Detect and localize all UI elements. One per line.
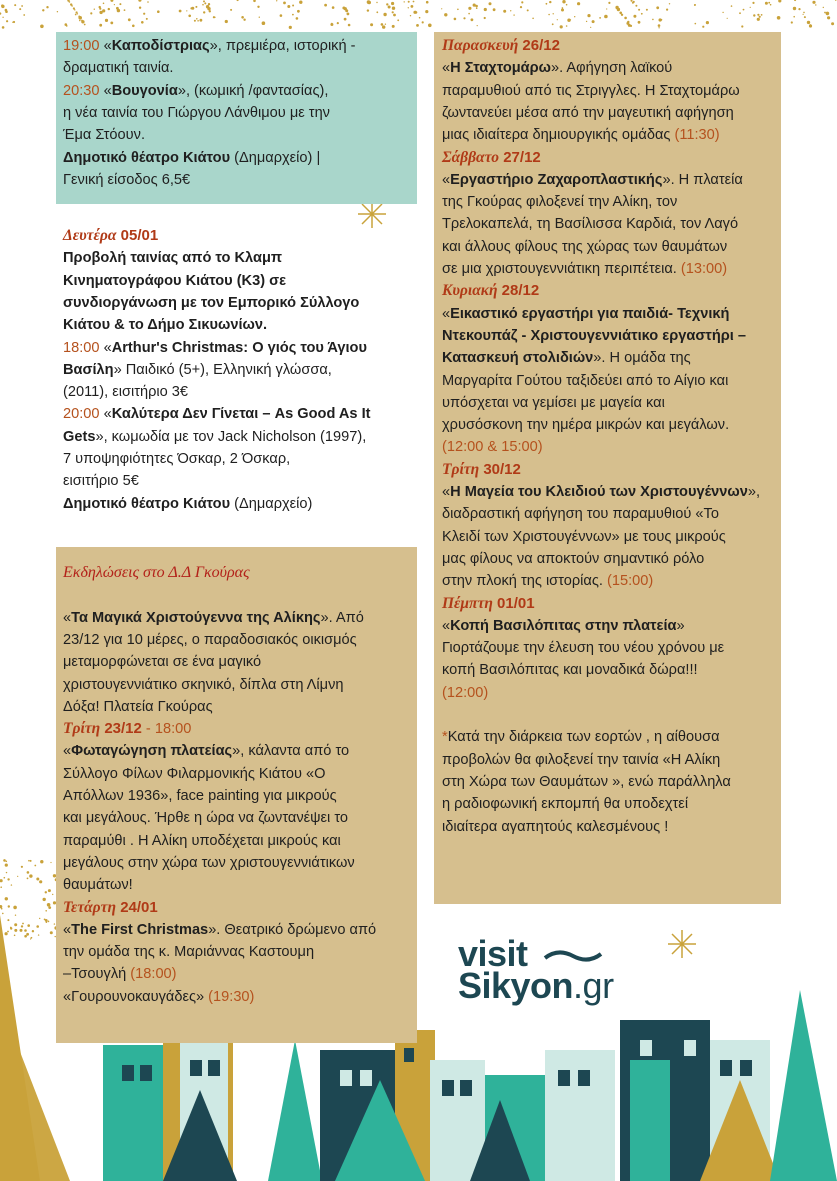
text-segment: 20:00 (63, 406, 100, 423)
text-segment: 18:00 (63, 339, 100, 356)
text-segment: δραματική ταινία. (63, 60, 174, 77)
text-line (442, 750, 720, 770)
text-line (63, 293, 359, 313)
text-segment: « (442, 617, 451, 634)
text-segment: (Δημαρχείο) (230, 495, 313, 512)
text-line (63, 697, 213, 717)
text-line (442, 683, 488, 703)
text-segment: Arthur's Christmas: Ο γιός του Άγιου (111, 339, 367, 356)
text-segment: διαδραστική αφήγηση του παραμυθιού «Το (442, 506, 719, 523)
text-segment: (12:00) (442, 684, 489, 701)
text-segment: χρυσόσκονη την ημέρα μικρών και μεγάλων. (442, 417, 730, 434)
text-segment: Κοπή Βασιλόπιτας στην πλατεία (450, 617, 677, 634)
text-segment: προβολών θα φιλοξενεί την ταινία «Η Αλίκη (442, 751, 721, 768)
text-segment: Μαργαρίτα Γούτου ταξιδεύει από το Αίγιο και (442, 372, 729, 389)
text-segment: ». Η ομάδα της (593, 350, 691, 367)
text-segment: μιας ιδιαίτερα δημιουργικής ομάδας (442, 127, 675, 144)
text-line (442, 504, 719, 524)
text-segment: « (63, 609, 72, 626)
text-line (63, 226, 158, 246)
text-segment: Τρελοκαπελά, τη Βασίλισσα Καρδιά, τον Λαγό (442, 216, 739, 233)
text-line (442, 772, 731, 792)
text-line (63, 719, 191, 739)
text-line (442, 727, 720, 747)
text-line (442, 125, 720, 145)
text-line (442, 103, 734, 123)
text-segment: Εκδηλώσεις στο Δ.Δ Γκούρας (63, 564, 250, 581)
text-segment: 05/01 (116, 227, 159, 244)
text-segment: The First Christmas (71, 921, 209, 938)
text-segment: Η Σταχτομάρω (450, 60, 551, 77)
text-line (63, 898, 158, 918)
text-segment: (18:00) (130, 966, 177, 983)
text-line (63, 81, 328, 101)
text-line (63, 427, 366, 447)
logo-line-1: visit (458, 933, 603, 975)
text-segment: Γενική είσοδος 6,5€ (63, 171, 191, 188)
text-line (63, 170, 190, 190)
text-segment: 20:30 (63, 82, 100, 99)
text-segment: Δημοτικό θέατρο Κιάτου (63, 149, 231, 166)
text-segment: (13:00) (680, 261, 728, 277)
text-line (442, 237, 727, 257)
text-segment: παραμυθιού από τις Στριγγλες. Η Σταχτομάρω (442, 82, 740, 99)
text-segment: Πέμπτη (442, 594, 493, 612)
text-line (442, 393, 665, 413)
text-line (63, 148, 320, 168)
text-line (63, 675, 344, 695)
text-line (442, 348, 691, 368)
text-segment: », πρεμιέρα, ιστορική - (209, 38, 356, 54)
text-line (63, 652, 261, 672)
text-segment: », κάλαντα από το (232, 743, 350, 760)
text-segment: Κατασκευή στολιδιών (442, 350, 594, 367)
text-segment: », (κωμική /φαντασίας), (177, 82, 329, 99)
text-line (63, 103, 330, 123)
text-segment: και μεγάλους. Ήρθε η ώρα να ζωντανέψει το (63, 810, 348, 827)
text-segment: 30/12 (479, 460, 521, 478)
text-segment: « (99, 82, 112, 99)
text-line (63, 271, 286, 291)
text-line (442, 571, 653, 591)
text-segment: Gets (63, 428, 96, 445)
text-line (442, 214, 738, 234)
text-segment: Τα Μαγικά Χριστούγεννα της Αλίκης (71, 609, 321, 626)
left-bottom-box (56, 547, 417, 1043)
text-segment: ». Η πλατεία (662, 171, 743, 188)
text-segment: Δόξα! Πλατεία Γκούρας (63, 698, 213, 715)
text-line (63, 471, 139, 491)
text-segment: Ντεκουπάζ - Χριστουγεννιάτικο εργαστήρι – (442, 327, 746, 344)
text-line (442, 638, 724, 658)
text-line (442, 36, 560, 56)
text-segment: 26/12 (518, 37, 560, 54)
text-segment: - 18:00 (141, 721, 192, 738)
text-segment: « (442, 60, 451, 77)
text-segment: « (63, 743, 72, 760)
text-segment: ιδιαίτερα αγαπητούς καλεσμένους ! (442, 818, 669, 835)
text-segment: (12:00 & 15:00) (442, 439, 543, 456)
text-segment: (19:30) (208, 988, 255, 1005)
text-segment: » (676, 617, 685, 634)
text-segment: Τρίτη (442, 460, 480, 478)
text-segment: και άλλους φίλους της χώρας των θαυμάτων (442, 238, 728, 255)
text-segment: Βουγονία (111, 82, 178, 99)
text-segment: σε μια χριστουγεννιάτικη περιπέτεια. (442, 261, 681, 277)
text-segment: Δευτέρα (63, 227, 117, 244)
text-segment: Καλύτερα Δεν Γίνεται – As Good As It (111, 406, 371, 423)
text-line (442, 817, 668, 837)
text-segment: ». Αφήγηση λαϊκού (550, 60, 673, 77)
text-line (442, 415, 729, 435)
text-line (442, 81, 740, 101)
text-line (442, 304, 729, 324)
text-line (63, 853, 355, 873)
text-segment: την ομάδα της κ. Μαριάννας Καστουμη (63, 944, 315, 961)
text-segment: Προβολή ταινίας από το Κλαμπ (63, 250, 283, 267)
text-line (442, 58, 672, 78)
text-segment: 7 υποψηφιότητες Όσκαρ, 2 Όσκαρ, (63, 451, 291, 467)
text-segment: », (747, 484, 761, 500)
text-line (63, 382, 188, 402)
text-segment: Βασίλη (63, 361, 114, 378)
text-segment: (11:30) (674, 127, 720, 144)
text-segment: ». Θεατρικό δρώμενο από (208, 921, 377, 938)
right-box (434, 32, 781, 904)
text-segment: Κατά την διάρκεια των εορτών , η αίθουσα (447, 729, 720, 746)
text-segment: « (99, 406, 112, 423)
text-line (63, 920, 376, 940)
text-segment: Εργαστήριο Ζαχαροπλαστικής (450, 171, 663, 188)
text-segment: Κινηματογράφου Κιάτου (Κ3) σε (63, 272, 287, 289)
text-segment: η νέα ταινία του Γιώργου Λάνθιμου με την (63, 104, 330, 121)
text-segment: « (442, 484, 451, 500)
text-line (63, 404, 371, 424)
text-segment: (15:00) (607, 573, 654, 590)
text-line (442, 794, 688, 814)
text-segment: εισιτήριο 5€ (63, 473, 139, 490)
text-line (442, 148, 541, 168)
text-segment: στη Χώρα των Θαυμάτων », ενώ παράλληλα (442, 773, 731, 790)
text-segment: της Γκούρας φιλοξενεί την Αλίκη, τον (442, 194, 678, 211)
text-line (442, 549, 704, 569)
text-segment: κοπή Βασιλόπιτας και μοναδικά δώρα!!! (442, 662, 698, 679)
text-segment: « (442, 171, 451, 188)
text-line (442, 326, 746, 346)
text-line (63, 831, 341, 851)
text-segment: (Δημαρχείο) | (230, 149, 321, 166)
text-line (442, 259, 727, 279)
text-line (442, 616, 685, 636)
logo-line-2: Sikyon.gr (458, 965, 614, 1006)
text-segment: συνδιοργάνωση με τον Εμπορικό Σύλλογο (63, 294, 360, 311)
text-line (442, 594, 535, 614)
text-segment: Κλειδί των Χριστουγέννων» με τους μικρούς (442, 528, 726, 545)
text-line (63, 338, 367, 358)
text-line (442, 170, 743, 190)
text-line (63, 248, 282, 268)
text-segment: 23/12 (100, 720, 142, 738)
text-segment: μας φίλους να αποκτούν σημαντικό ρόλο (442, 550, 705, 567)
text-segment: « (99, 339, 112, 356)
text-line (442, 437, 543, 457)
text-segment: Τρίτη (63, 720, 101, 738)
text-segment: χριστουγεννιάτικο σκηνικό, δίπλα στη Λίμνη (63, 676, 344, 693)
text-segment: 01/01 (492, 594, 535, 612)
text-segment: Καποδίστριας (111, 38, 210, 54)
text-line (63, 449, 290, 469)
text-segment: Δημοτικό θέατρο Κιάτου (63, 495, 231, 512)
text-line (442, 482, 760, 502)
text-line (63, 608, 364, 628)
text-line (63, 494, 312, 514)
text-segment: » Παιδικό (5+), Ελληνική γλώσσα, (113, 361, 332, 378)
text-segment: μεταμορφώνεται σε ένα μαγικό (63, 654, 262, 671)
text-line (63, 942, 314, 962)
text-line (63, 786, 337, 806)
text-line (63, 764, 326, 784)
text-line (63, 875, 133, 895)
text-line (63, 360, 332, 380)
text-segment: », κωμωδία με τον Jack Nicholson (1997), (95, 428, 367, 445)
text-segment: η ραδιοφωνική εκπομπή θα υποδεχτεί (442, 796, 689, 813)
text-segment: 19:00 (63, 38, 100, 54)
text-segment: μεγάλους στην χώρα των χριστουγεννιάτικων (63, 854, 355, 871)
text-segment: (2011), εισιτήριο 3€ (63, 384, 189, 401)
text-segment: θαυμάτων! (63, 877, 133, 894)
text-line (63, 36, 356, 56)
text-segment: Σύλλογο Φίλων Φιλαρμονικής Κιάτου «Ο (63, 765, 326, 782)
text-line (63, 741, 349, 761)
text-line (442, 527, 726, 547)
text-segment: « (442, 305, 451, 322)
text-segment: ζωντανεύει μέσα από την μαγευτική αφήγηση (442, 104, 734, 121)
text-line (63, 987, 254, 1007)
text-line (442, 460, 521, 480)
text-line (442, 371, 728, 391)
visit-sikyon-logo (458, 935, 658, 1005)
text-line (442, 192, 677, 212)
text-segment: Κιάτου & το Δήμο Σικυωνίων. (63, 317, 268, 334)
text-segment: « (63, 921, 72, 938)
text-segment: Η Μαγεία του Κλειδιού των Χριστουγέννων (450, 484, 748, 500)
text-segment: Έμα Στόουν. (63, 127, 145, 144)
text-line (63, 964, 177, 984)
text-line (63, 125, 145, 145)
text-segment: ». Από (320, 609, 364, 626)
text-segment: υπόσχεται να γεμίσει με μαγεία και (442, 394, 665, 411)
text-segment: 27/12 (499, 148, 541, 166)
text-line (63, 630, 357, 650)
text-segment: « (99, 38, 112, 54)
text-line (442, 281, 539, 301)
text-line (63, 808, 348, 828)
text-segment: Εικαστικό εργαστήρι για παιδιά- Τεχνική (450, 305, 730, 322)
left-mid-section (56, 226, 417, 536)
text-segment: 24/01 (116, 898, 158, 916)
text-line (63, 58, 173, 78)
text-segment: Φωταγώγηση πλατείας (71, 743, 233, 760)
text-line (63, 563, 250, 583)
text-segment: Παρασκευή (442, 37, 519, 54)
text-segment: Τετάρτη (63, 898, 117, 916)
left-top-box (56, 32, 417, 204)
text-segment: Κυριακή (442, 282, 498, 300)
text-segment: * (442, 729, 448, 746)
text-segment: Γιορτάζουμε την έλευση του νέου χρόνου με (442, 640, 725, 657)
text-line (63, 315, 267, 335)
text-segment: 23/12 για 10 μέρες, ο παραδοσιακός οικισμός (63, 631, 357, 648)
text-segment: «Γουρουνοκαυγάδες» (63, 988, 209, 1005)
text-line (442, 660, 698, 680)
text-segment: Απόλλων 1936», face painting για μικρούς (63, 788, 337, 804)
text-segment: –Τσουγλή (63, 966, 131, 983)
text-segment: στην πλοκή της ιστορίας. (442, 573, 607, 590)
text-segment: Σάββατο (442, 148, 500, 166)
text-segment: παραμύθι . Η Αλίκη υποδέχεται μικρούς και (63, 832, 341, 849)
text-segment: 28/12 (497, 282, 540, 300)
